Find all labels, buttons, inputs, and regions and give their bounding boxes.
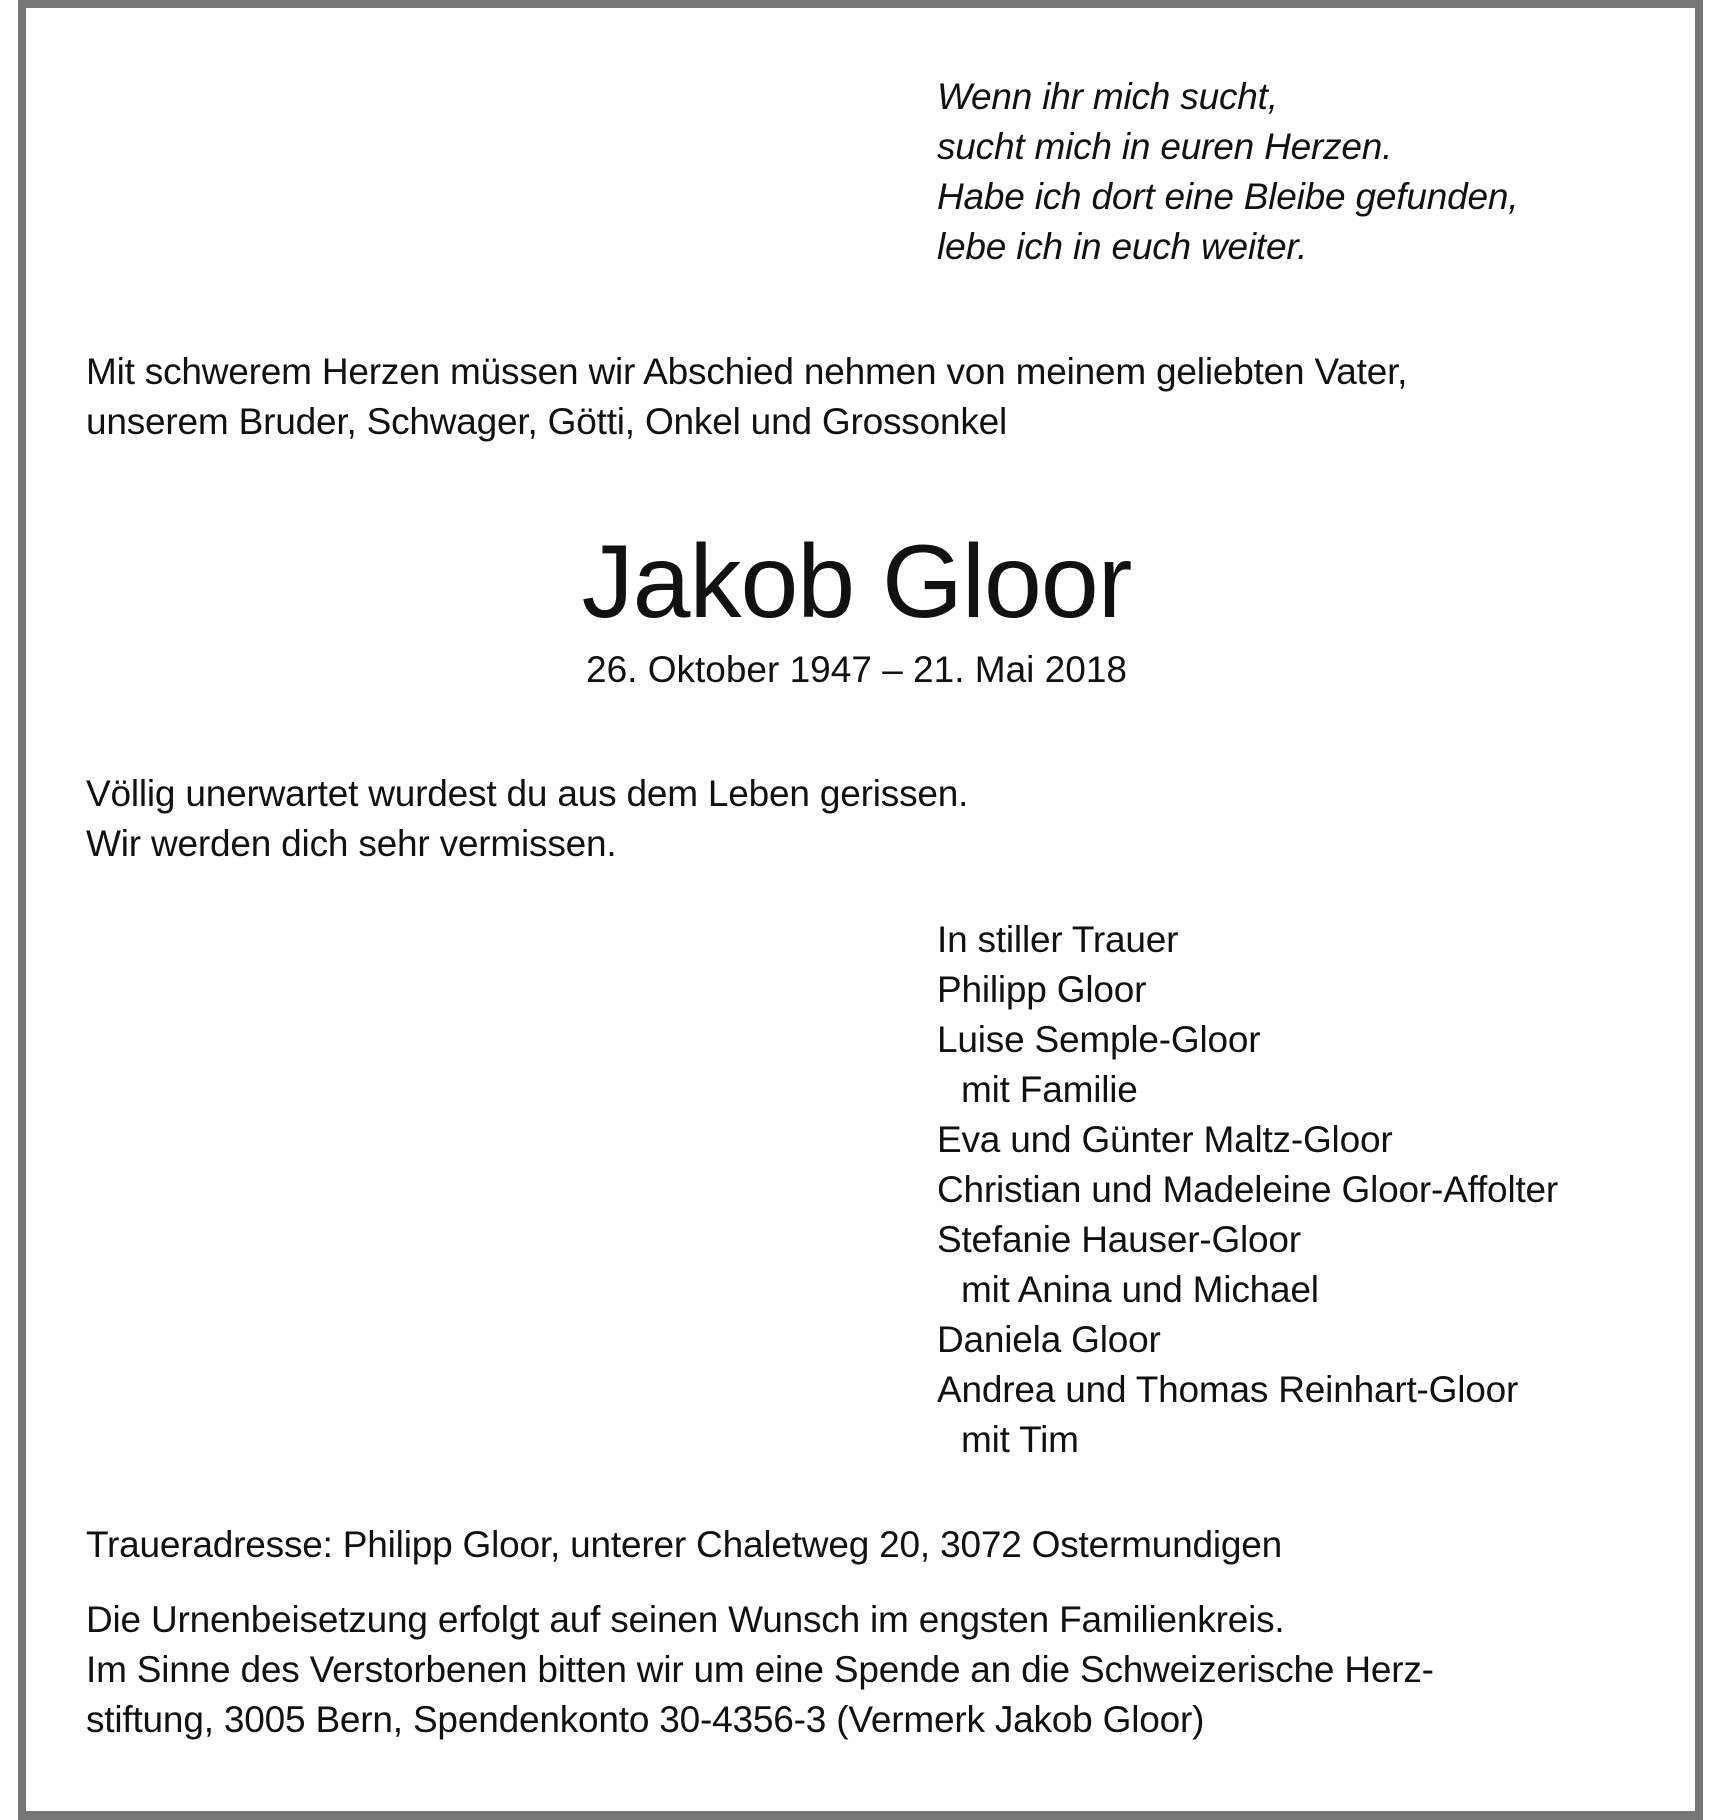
- mourner: Daniela Gloor: [937, 1319, 1161, 1360]
- mourner: Stefanie Hauser-Gloor: [937, 1219, 1301, 1260]
- message-line: Wir werden dich sehr vermissen.: [86, 823, 617, 864]
- poem-line: sucht mich in euren Herzen.: [937, 126, 1393, 167]
- mourner: Philipp Gloor: [937, 969, 1147, 1010]
- mourner: Luise Semple-Gloor: [937, 1019, 1261, 1060]
- message-line: Völlig unerwartet wurdest du aus dem Leben gerissen.: [86, 773, 969, 814]
- poem-line: lebe ich in euch weiter.: [937, 226, 1308, 267]
- intro: [86, 347, 1407, 447]
- poem: [937, 72, 1518, 272]
- deceased-name: Jakob Gloor: [581, 524, 1132, 640]
- mourner: mit Tim: [961, 1419, 1079, 1460]
- poem-line: Wenn ihr mich sucht,: [937, 76, 1278, 117]
- mourners-list: [937, 915, 1558, 1465]
- mourner: Andrea und Thomas Reinhart-Gloor: [937, 1369, 1519, 1410]
- closing-line: Die Urnenbeisetzung erfolgt auf seinen Wunsch im engsten Familienkreis.: [86, 1599, 1285, 1640]
- poem-line: Habe ich dort eine Bleibe gefunden,: [937, 176, 1519, 217]
- closing-line: stiftung, 3005 Bern, Spendenkonto 30-4356-3 (Vermerk Jakob Gloor): [86, 1699, 1205, 1740]
- closing-line: Im Sinne des Verstorbenen bitten wir um eine Spende an die Schweizerische Herz-: [86, 1649, 1434, 1690]
- mourner: Christian und Madeleine Gloor-Affolter: [937, 1169, 1559, 1210]
- message: [86, 769, 968, 869]
- mourner: mit Anina und Michael: [961, 1269, 1319, 1310]
- life-dates: 26. Oktober 1947 – 21. Mai 2018: [586, 649, 1127, 690]
- intro-line: Mit schwerem Herzen müssen wir Abschied nehmen von meinem geliebten Vater,: [86, 351, 1408, 392]
- closing: [86, 1595, 1434, 1745]
- intro-line: unserem Bruder, Schwager, Götti, Onkel und Grossonkel: [86, 401, 1008, 442]
- mourner: Eva und Günter Maltz-Gloor: [937, 1119, 1393, 1160]
- mourning-address: Traueradresse: Philipp Gloor, unterer Chaletweg 20, 3072 Ostermundigen: [86, 1524, 1283, 1565]
- mourner: In stiller Trauer: [937, 919, 1179, 960]
- mourner: mit Familie: [961, 1069, 1138, 1110]
